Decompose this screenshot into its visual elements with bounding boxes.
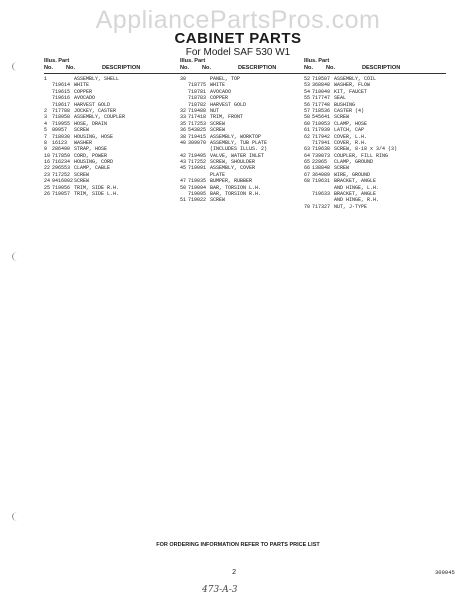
part-number: 364089 xyxy=(312,171,331,178)
part-number: 719616 xyxy=(52,95,71,102)
part-number: 545641 xyxy=(312,114,331,121)
illus-number: 9 xyxy=(44,146,48,153)
part-number: 719095 xyxy=(188,191,207,198)
part-description: AVOCADO xyxy=(74,95,96,102)
part-description: TRIM, SIDE L.H. xyxy=(74,191,120,198)
part-number: 22965 xyxy=(312,159,328,166)
illus-number: 64 xyxy=(304,152,311,159)
illus-number: 2 xyxy=(44,107,48,114)
part-number: 717942 xyxy=(312,133,331,140)
part-number: 719495 xyxy=(188,152,207,159)
part-number: 719617 xyxy=(52,101,71,108)
table-row xyxy=(180,197,304,203)
part-description: WHITE xyxy=(74,82,90,89)
part-description: SCREW xyxy=(74,127,90,134)
part-description: STRAP, HOSE xyxy=(74,146,108,153)
part-number: 718783 xyxy=(188,95,207,102)
illus-number: 70 xyxy=(304,203,311,210)
table-row xyxy=(44,191,180,197)
page-number: 2 xyxy=(232,569,237,577)
part-description: NUT xyxy=(210,107,220,114)
illus-number: 1 xyxy=(44,76,48,82)
part-number: 717747 xyxy=(312,95,331,102)
part-description: PLATE xyxy=(210,171,226,178)
page-subtitle: For Model SAF 530 W1 xyxy=(185,47,291,58)
handwritten-note: 473-A-3 xyxy=(202,585,238,595)
part-number: 718536 xyxy=(312,107,331,114)
watermark: AppliancePartsPros.com xyxy=(95,6,381,34)
part-description: BUSHING xyxy=(334,101,356,108)
part-description: SCREW xyxy=(210,197,226,204)
illus-number: 8 xyxy=(44,139,48,146)
part-description: BAR, TORSION R.H. xyxy=(210,191,262,198)
part-description: ASSEMBLY, TUB PLATE xyxy=(210,139,268,146)
binder-hole-mark xyxy=(12,252,22,261)
illus-number: 16 xyxy=(44,159,51,166)
part-number: 717748 xyxy=(312,101,331,108)
illus-number: 63 xyxy=(304,146,311,153)
document-code: 300045 xyxy=(435,569,455,576)
part-number: 138848 xyxy=(312,165,331,172)
part-number: 739073 xyxy=(312,152,331,159)
part-number: 719955 xyxy=(52,120,71,127)
part-number: 718058 xyxy=(52,114,71,121)
part-number: 309070 xyxy=(188,139,207,146)
part-number: 717252 xyxy=(52,171,71,178)
header-illus-part: Illus. Part xyxy=(304,58,330,64)
part-number: 286490 xyxy=(52,146,71,153)
part-description: NUT, J-TYPE xyxy=(334,203,368,210)
illus-number: 23 xyxy=(44,171,51,178)
part-description: SCREW, SHOULDER xyxy=(210,159,256,166)
part-description: HOUSING, HOSE xyxy=(74,133,114,140)
part-number: 719614 xyxy=(52,82,71,89)
part-description: BRACKET, ANGLE xyxy=(334,178,377,185)
part-number: 719507 xyxy=(312,76,331,82)
illus-number: 45 xyxy=(180,165,187,172)
header-part-no: No. xyxy=(66,65,76,71)
part-description: CLAMP, HOSE xyxy=(334,120,368,127)
part-description: TRIM, SIDE R.H. xyxy=(74,184,120,191)
illus-number: 26 xyxy=(44,191,51,198)
illus-number: 66 xyxy=(304,165,311,172)
part-description: PANEL, TOP xyxy=(210,76,241,82)
column-header xyxy=(44,58,180,74)
part-number: 719631 xyxy=(312,178,331,185)
column-header xyxy=(304,58,446,74)
illus-number: 56 xyxy=(304,101,311,108)
header-illus-no: No. xyxy=(304,65,314,71)
header-illus-part: Illus. Part xyxy=(44,58,70,64)
part-number: 719091 xyxy=(188,165,207,172)
illus-number: 67 xyxy=(304,171,311,178)
part-description: CORD, POWER xyxy=(74,152,108,159)
illus-number: 30 xyxy=(180,76,187,82)
part-number: 719615 xyxy=(52,88,71,95)
parts-list xyxy=(304,76,446,210)
part-number: 719488 xyxy=(188,107,207,114)
part-description: ASSEMBLY, COUPLER xyxy=(74,114,126,121)
part-description: AND HINGE, L.H. xyxy=(334,184,380,191)
parts-list xyxy=(44,76,180,197)
part-number: 719035 xyxy=(188,178,207,185)
part-description: COPPER xyxy=(210,95,229,102)
binder-hole-mark xyxy=(12,62,22,71)
header-description: DESCRIPTION xyxy=(102,65,141,71)
illus-number: 36 xyxy=(180,127,187,134)
part-number: 296553 xyxy=(52,165,71,172)
illus-number: 57 xyxy=(304,107,311,114)
part-description: SCREW, 8-18 x 3/4 (3) xyxy=(334,146,398,153)
part-description: SCREW xyxy=(74,178,90,185)
part-description: (INCLUDES ILLUS. 2) xyxy=(210,146,268,153)
part-number: 716234 xyxy=(52,159,71,166)
part-number: 9416002 xyxy=(52,178,74,185)
parts-column-2 xyxy=(180,58,304,204)
part-description: SEAL xyxy=(334,95,347,102)
illus-number: 42 xyxy=(180,152,187,159)
part-description: WIRE, GROUND xyxy=(334,171,371,178)
part-number: 719057 xyxy=(52,191,71,198)
part-description: HOSE, DRAIN xyxy=(74,120,108,127)
part-number: 718782 xyxy=(188,101,207,108)
part-number: 717252 xyxy=(188,159,207,166)
header-illus-part: Illus. Part xyxy=(180,58,206,64)
part-number: 719022 xyxy=(188,197,207,204)
illus-number: 7 xyxy=(44,133,48,140)
illus-number: 51 xyxy=(180,197,187,204)
part-description: WASHER, FLOW xyxy=(334,82,371,89)
part-description: AND HINGE, R.H. xyxy=(334,197,380,204)
part-description: BAR, TORSION L.H. xyxy=(210,184,262,191)
part-number: 717859 xyxy=(52,152,71,159)
illus-number: 5 xyxy=(44,127,48,134)
part-description: COVER, R.H. xyxy=(334,139,368,146)
part-number: 717939 xyxy=(312,127,331,134)
part-number: 719049 xyxy=(312,88,331,95)
illus-number: 53 xyxy=(304,82,311,89)
part-number: 717941 xyxy=(312,139,331,146)
part-number: 718775 xyxy=(188,82,207,89)
illus-number: 62 xyxy=(304,133,311,140)
part-number: 719953 xyxy=(312,120,331,127)
part-number: 718781 xyxy=(188,88,207,95)
illus-number: 40 xyxy=(180,139,187,146)
part-description: SCREW xyxy=(334,165,350,172)
illus-number: 35 xyxy=(180,120,187,127)
part-description: LATCH, CAP xyxy=(334,127,365,134)
part-description: SCREW xyxy=(210,120,226,127)
illus-number: 68 xyxy=(304,178,311,185)
part-description: BUMPER, RUBBER xyxy=(210,178,253,185)
part-number: 717327 xyxy=(312,203,331,210)
part-description: CASTER (4) xyxy=(334,107,365,114)
part-description: AVOCADO xyxy=(210,88,232,95)
part-description: CLAMP, CABLE xyxy=(74,165,111,172)
part-description: BRACKET, ANGLE xyxy=(334,191,377,198)
illus-number: 32 xyxy=(180,107,187,114)
table-row xyxy=(304,204,446,210)
illus-number: 52 xyxy=(304,76,311,82)
part-number: 543825 xyxy=(188,127,207,134)
part-number: 719415 xyxy=(188,133,207,140)
part-description: ASSEMBLY, COIL xyxy=(334,76,377,82)
part-number: 16123 xyxy=(52,139,68,146)
header-illus-no: No. xyxy=(180,65,190,71)
part-description: HARVEST GOLD xyxy=(210,101,247,108)
illus-number: 4 xyxy=(44,120,48,127)
header-part-no: No. xyxy=(202,65,212,71)
header-part-no: No. xyxy=(326,65,336,71)
illus-number: 50 xyxy=(180,184,187,191)
illus-number: 38 xyxy=(180,133,187,140)
part-number: 719633 xyxy=(312,191,331,198)
part-number: 719094 xyxy=(188,184,207,191)
illus-number: 55 xyxy=(304,95,311,102)
ordering-footer-note: FOR ORDERING INFORMATION REFER TO PARTS PRICE LIST xyxy=(156,542,320,548)
illus-number: 24 xyxy=(44,178,51,185)
part-description: WHITE xyxy=(210,82,226,89)
parts-column-1 xyxy=(44,58,180,197)
part-number: 719638 xyxy=(312,146,331,153)
part-number: 368848 xyxy=(312,82,331,89)
illus-number: 60 xyxy=(304,120,311,127)
parts-list xyxy=(180,76,304,204)
part-number: 80957 xyxy=(52,127,68,134)
part-description: COVER, L.H. xyxy=(334,133,368,140)
illus-number: 65 xyxy=(304,159,311,166)
header-description: DESCRIPTION xyxy=(238,65,277,71)
part-description: HARVEST GOLD xyxy=(74,101,111,108)
part-description: CLAMP, GROUND xyxy=(334,159,374,166)
header-illus-no: No. xyxy=(44,65,54,71)
part-description: SCREW xyxy=(210,127,226,134)
part-number: 718030 xyxy=(52,133,71,140)
part-number: 717788 xyxy=(52,107,71,114)
part-number: 717253 xyxy=(188,120,207,127)
illus-number: 43 xyxy=(180,159,187,166)
part-description: JOCKEY, CASTER xyxy=(74,107,117,114)
part-description: VALVE, WATER INLET xyxy=(210,152,265,159)
part-description: TRIM, FRONT xyxy=(210,114,244,121)
illus-number: 33 xyxy=(180,114,187,121)
part-description: SCREW xyxy=(74,171,90,178)
part-description: COPPER xyxy=(74,88,93,95)
parts-column-3 xyxy=(304,58,446,210)
illus-number: 58 xyxy=(304,114,311,121)
part-description: COUPLER, FILL RING xyxy=(334,152,389,159)
illus-number: 47 xyxy=(180,178,187,185)
part-description: ASSEMBLY, WORKTOP xyxy=(210,133,262,140)
illus-number: 22 xyxy=(44,165,51,172)
illus-number: 3 xyxy=(44,114,48,121)
part-description: ASSEMBLY, SHELL xyxy=(74,76,120,82)
part-description: SCREW xyxy=(334,114,350,121)
part-description: ASSEMBLY, COVER xyxy=(210,165,256,172)
binder-hole-mark xyxy=(12,512,22,521)
part-number: 719056 xyxy=(52,184,71,191)
page-title: CABINET PARTS xyxy=(174,30,302,47)
illus-number: 10 xyxy=(44,152,51,159)
illus-number: 25 xyxy=(44,184,51,191)
part-description: HOUSING, CORD xyxy=(74,159,114,166)
part-description: WASHER xyxy=(74,139,93,146)
part-description: KIT, FAUCET xyxy=(334,88,368,95)
illus-number: 54 xyxy=(304,88,311,95)
part-number: 717418 xyxy=(188,114,207,121)
illus-number: 61 xyxy=(304,127,311,134)
header-description: DESCRIPTION xyxy=(362,65,401,71)
column-header xyxy=(180,58,304,74)
